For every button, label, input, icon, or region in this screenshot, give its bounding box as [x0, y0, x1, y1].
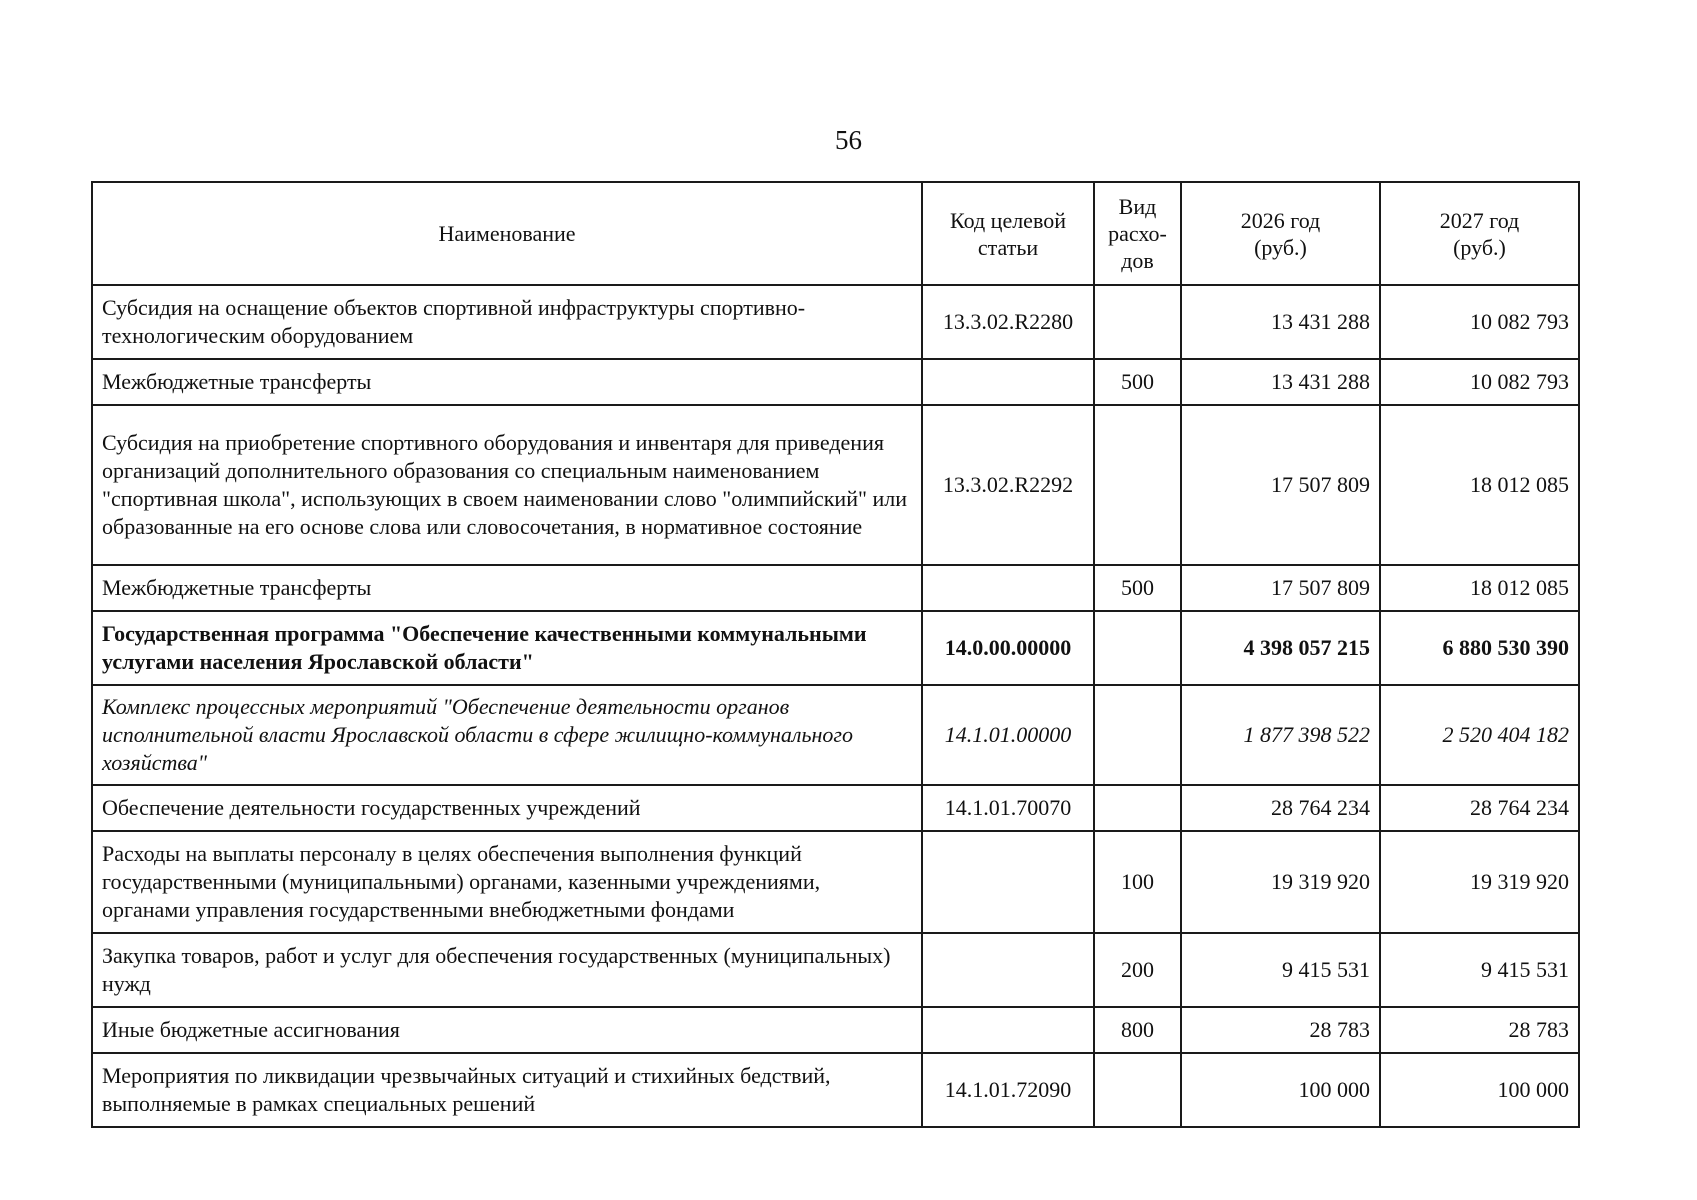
row-code: 14.1.01.00000: [922, 685, 1094, 785]
row-name: Закупка товаров, работ и услуг для обеспечения государственных (муниципальных) нужд: [92, 933, 922, 1007]
row-2027: 28 783: [1380, 1007, 1579, 1053]
row-code: 13.3.02.R2280: [922, 285, 1094, 359]
row-code: [922, 565, 1094, 611]
header-2027: 2027 год (руб.): [1380, 182, 1579, 285]
row-2026: 13 431 288: [1181, 285, 1380, 359]
row-2026: 17 507 809: [1181, 565, 1380, 611]
row-name: Межбюджетные трансферты: [92, 359, 922, 405]
row-kind: 500: [1094, 359, 1181, 405]
row-code: 14.1.01.72090: [922, 1053, 1094, 1127]
table-row: [92, 405, 1579, 565]
row-name: Субсидия на приобретение спортивного оборудования и инвентаря для приведения организаций дополнительного образования со специальным наименованием "спортивная школа", использующих в своем наименовании слово "олимпийский" или образованные на его основе слова или словосочетания, в нормативное состояние: [92, 405, 922, 565]
row-kind: [1094, 405, 1181, 565]
row-2026: 28 764 234: [1181, 785, 1380, 831]
row-name: Мероприятия по ликвидации чрезвычайных ситуаций и стихийных бедствий, выполняемые в рамках специальных решений: [92, 1053, 922, 1127]
row-code: 14.1.01.70070: [922, 785, 1094, 831]
table-row: [92, 359, 1579, 405]
header-kind: Вид расхо-дов: [1094, 182, 1181, 285]
row-2027: 28 764 234: [1380, 785, 1579, 831]
row-2027: 18 012 085: [1380, 565, 1579, 611]
row-name: Расходы на выплаты персоналу в целях обеспечения выполнения функций государственными (муниципальными) органами, казенными учреждениями, органами управления государственными внебюджетными фондами: [92, 831, 922, 933]
row-2026: 28 783: [1181, 1007, 1380, 1053]
row-2026: 4 398 057 215: [1181, 611, 1380, 685]
row-code: 13.3.02.R2292: [922, 405, 1094, 565]
row-kind: [1094, 285, 1181, 359]
row-kind: [1094, 1053, 1181, 1127]
table-row: [92, 785, 1579, 831]
row-2027: 100 000: [1380, 1053, 1579, 1127]
row-name: Комплекс процессных мероприятий "Обеспечение деятельности органов исполнительной власти Ярославской области в сфере жилищно-коммунального хозяйства": [92, 685, 922, 785]
row-code: [922, 831, 1094, 933]
row-2026: 17 507 809: [1181, 405, 1380, 565]
row-name: Межбюджетные трансферты: [92, 565, 922, 611]
row-kind: [1094, 611, 1181, 685]
table-row: [92, 685, 1579, 785]
table-row: [92, 1007, 1579, 1053]
row-2027: 10 082 793: [1380, 359, 1579, 405]
row-kind: [1094, 785, 1181, 831]
row-2027: 10 082 793: [1380, 285, 1579, 359]
row-2026: 9 415 531: [1181, 933, 1380, 1007]
row-code: [922, 933, 1094, 1007]
row-kind: 200: [1094, 933, 1181, 1007]
header-code: Код целевой статьи: [922, 182, 1094, 285]
row-name: Обеспечение деятельности государственных учреждений: [92, 785, 922, 831]
row-2026: 1 877 398 522: [1181, 685, 1380, 785]
row-2027: 9 415 531: [1380, 933, 1579, 1007]
row-name: Иные бюджетные ассигнования: [92, 1007, 922, 1053]
table-row: [92, 1053, 1579, 1127]
row-name: Субсидия на оснащение объектов спортивной инфраструктуры спортивно-технологическим оборудованием: [92, 285, 922, 359]
row-code: [922, 1007, 1094, 1053]
table-row: [92, 933, 1579, 1007]
row-2026: 100 000: [1181, 1053, 1380, 1127]
table-row: [92, 565, 1579, 611]
row-2026: 13 431 288: [1181, 359, 1380, 405]
row-code: [922, 359, 1094, 405]
row-kind: 100: [1094, 831, 1181, 933]
table-header-row: [92, 182, 1579, 285]
table-row: [92, 611, 1579, 685]
row-name: Государственная программа "Обеспечение качественными коммунальными услугами населения Ярославской области": [92, 611, 922, 685]
budget-table: [91, 181, 1580, 1128]
row-2027: 6 880 530 390: [1380, 611, 1579, 685]
row-kind: 800: [1094, 1007, 1181, 1053]
header-2026: 2026 год (руб.): [1181, 182, 1380, 285]
table-row: [92, 285, 1579, 359]
row-kind: [1094, 685, 1181, 785]
table-row: [92, 831, 1579, 933]
row-2027: 2 520 404 182: [1380, 685, 1579, 785]
row-2027: 18 012 085: [1380, 405, 1579, 565]
page-number: 56: [835, 125, 862, 155]
row-kind: 500: [1094, 565, 1181, 611]
row-code: 14.0.00.00000: [922, 611, 1094, 685]
header-name: Наименование: [92, 182, 922, 285]
row-2027: 19 319 920: [1380, 831, 1579, 933]
row-2026: 19 319 920: [1181, 831, 1380, 933]
